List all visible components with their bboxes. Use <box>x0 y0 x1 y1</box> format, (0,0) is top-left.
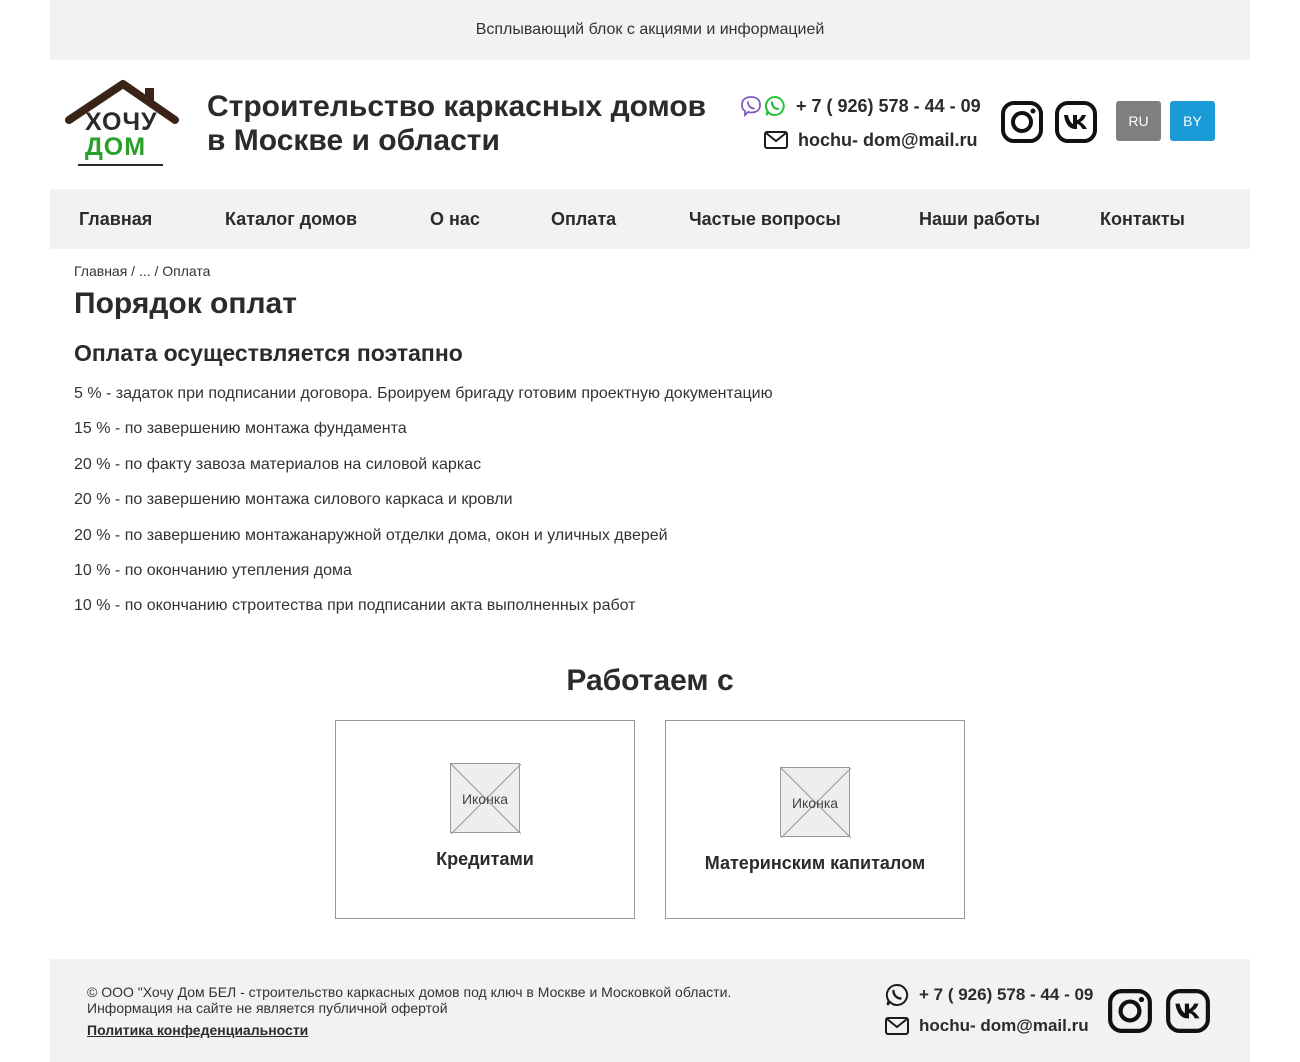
logo[interactable] <box>65 78 180 170</box>
privacy-policy-link[interactable]: Политика конфеденциальности <box>87 1022 309 1038</box>
site-footer <box>50 959 1250 1062</box>
payment-steps <box>74 384 773 632</box>
nav-item-works[interactable]: Наши работы <box>919 208 1040 229</box>
instagram-icon[interactable] <box>1107 988 1151 1032</box>
vk-icon[interactable] <box>1054 100 1098 144</box>
payment-step: 20 % - по завершению монтажа силового каркаса и кровли <box>74 491 513 509</box>
instagram-icon[interactable] <box>1000 100 1044 144</box>
mail-icon <box>885 1017 909 1035</box>
site-header <box>50 60 1250 189</box>
viber-icon[interactable] <box>740 95 762 117</box>
site-title-line2: в Москве и области <box>207 124 500 157</box>
logo-text-bottom: ДОМ <box>85 133 147 161</box>
section-subtitle: Оплата осуществляется поэтапно <box>74 340 463 366</box>
promo-text: Всплывающий блок с акциями и информацией <box>475 21 825 38</box>
card-credits[interactable] <box>335 720 635 919</box>
payment-step: 10 % - по окончанию утепления дома <box>74 561 352 579</box>
nav-item-about[interactable]: О нас <box>430 208 480 229</box>
payment-step: 5 % - задаток при подписании договора. Броируем бригаду готовим проектную документацию <box>74 385 773 402</box>
nav-item-catalog[interactable]: Каталог домов <box>225 208 358 229</box>
main-nav <box>50 189 1250 249</box>
footer-email[interactable]: hochu- dom@mail.ru <box>919 1016 1089 1035</box>
vk-icon[interactable] <box>1165 988 1209 1032</box>
footer-copyright-line1: © ООО "Хочу Дом БЕЛ - строительство каркасных домов под ключ в Москве и Московкой области. <box>87 984 732 1000</box>
whatsapp-icon[interactable] <box>885 983 909 1007</box>
whatsapp-icon[interactable] <box>764 95 786 117</box>
header-contacts <box>740 93 990 153</box>
placeholder-image-icon <box>780 767 850 837</box>
breadcrumb[interactable]: Главная / ... / Оплата <box>74 263 211 279</box>
card-label: Кредитами <box>436 849 534 869</box>
footer-copyright <box>87 984 787 1016</box>
nav-item-home[interactable]: Главная <box>79 208 153 229</box>
card-label: Материнским капиталом <box>704 853 926 873</box>
icon-placeholder-label: Иконка <box>461 791 509 807</box>
page-title: Порядок оплат <box>74 287 297 320</box>
mail-icon <box>764 131 788 149</box>
nav-item-payment[interactable]: Оплата <box>551 208 617 229</box>
footer-phone-row <box>885 983 1093 1007</box>
logo-text-top: ХОЧУ <box>85 108 158 136</box>
lang-ru-button[interactable]: RU <box>1116 101 1161 141</box>
logo-underline <box>78 164 163 166</box>
promo-banner[interactable] <box>50 0 1250 60</box>
nav-item-contacts[interactable]: Контакты <box>1100 208 1185 229</box>
lang-by-button[interactable]: BY <box>1170 101 1215 141</box>
placeholder-image-icon <box>450 763 520 833</box>
payment-step: 20 % - по завершению монтажанаружной отделки дома, окон и уличных дверей <box>74 526 668 544</box>
header-phone[interactable]: + 7 ( 926) 578 - 44 - 09 <box>796 95 981 116</box>
payment-step: 10 % - по окончанию строитества при подписании акта выполненных работ <box>74 597 636 615</box>
footer-phone[interactable]: + 7 ( 926) 578 - 44 - 09 <box>919 985 1094 1004</box>
card-maternity-capital[interactable] <box>665 720 965 919</box>
footer-email-row <box>885 1016 1089 1036</box>
site-title-line1: Строительство каркасных домов <box>207 90 707 123</box>
payment-step: 20 % - по факту завоза материалов на силовой каркас <box>74 455 482 473</box>
icon-placeholder-label: Иконка <box>791 795 839 811</box>
nav-item-faq[interactable]: Частые вопросы <box>689 208 841 229</box>
work-with-title: Работаем с <box>566 664 734 697</box>
site-title <box>207 90 706 158</box>
payment-step: 15 % - по завершению монтажа фундамента <box>74 420 407 438</box>
header-email[interactable]: hochu- dom@mail.ru <box>798 129 978 150</box>
footer-copyright-line2: Информация на сайте не является публичной офертой <box>87 1000 448 1016</box>
